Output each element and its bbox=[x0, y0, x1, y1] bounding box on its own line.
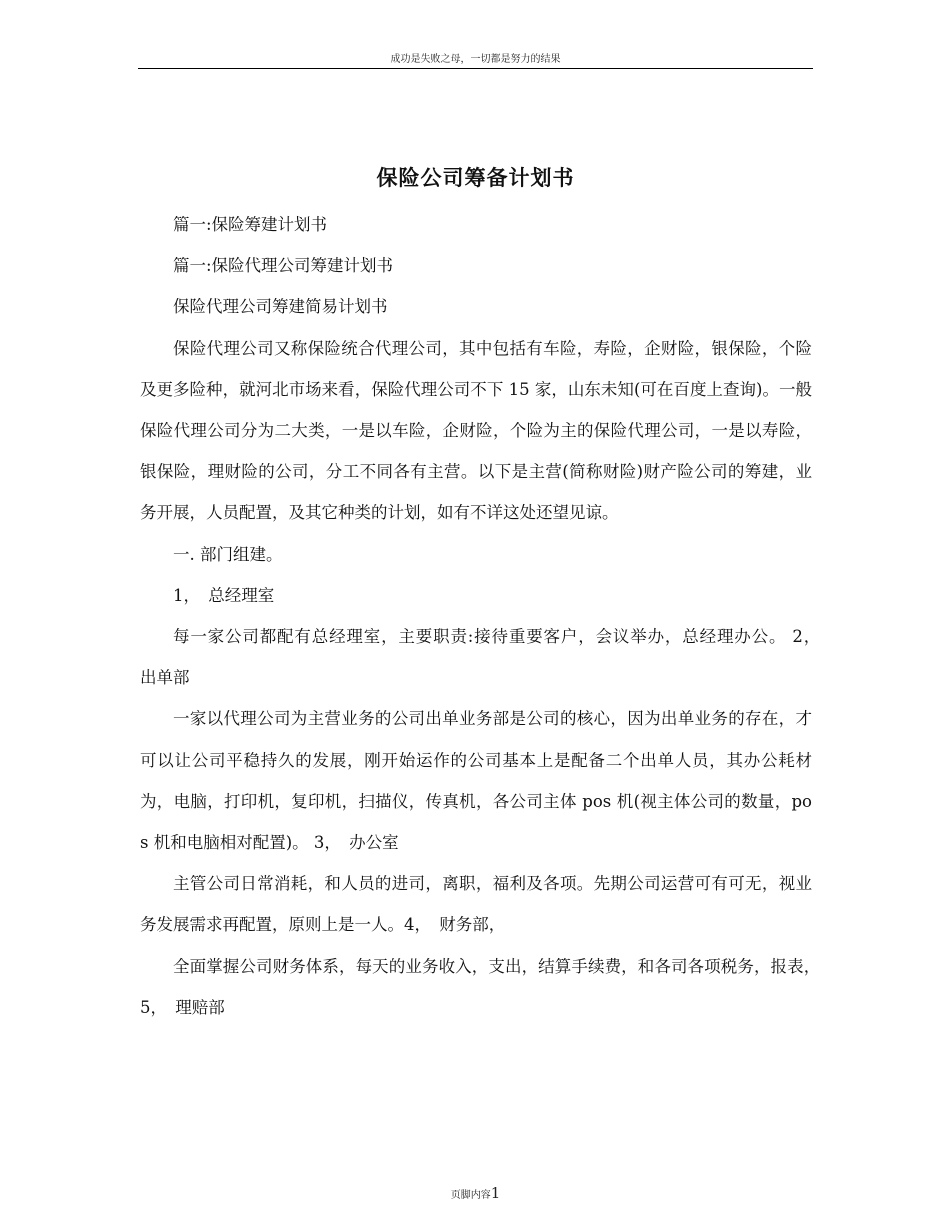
paragraph-subtitle: 保险代理公司筹建简易计划书 bbox=[173, 297, 388, 317]
paragraph-finance: 全面掌握公司财务体系，每天的业务收入，支出，结算手续费，和各司各项税务，报表， 5， 理赔部 bbox=[140, 956, 829, 1017]
footer-label: 页脚内容 bbox=[450, 1190, 491, 1201]
paragraph-section-heading-1: 篇一:保险筹建计划书 bbox=[173, 215, 328, 234]
page-footer bbox=[138, 1184, 813, 1202]
paragraph-office: 主管公司日常消耗，和人员的进司，离职，福利及各项。先期公司运营可有可无，视业务发展需求再配置，原则上是一人。4， 财务部， bbox=[140, 874, 812, 935]
paragraph-intro: 保险代理公司又称保险统合代理公司，其中包括有车险，寿险，企财险，银保险，个险及更多险种，就河北市场来看，保险代理公司不下 15 家，山东未知(可在百度上查询)。一般保险代理公司分为二大类，一是以车险，企财险，个险为主的保险代理公司，一是以寿险，银保险，理财险的公司，分工不同各有主营。以下是主营(简称财险)财产险公司的筹建，业务开展，人员配置，及其它种类的计划，如有不详这处还望见谅。 bbox=[140, 338, 812, 523]
paragraph-issuing-dept: 一家以代理公司为主营业务的公司出单业务部是公司的核心，因为出单业务的存在，才可以让公司平稳持久的发展，刚开始运作的公司基本上是配备二个出单人员，其办公耗材为，电脑，打印机，复印机，扫描仪，传真机，各公司主体 pos 机(视主体公司的数量，po s 机和电脑相对配置)。 3， 办公室 bbox=[140, 709, 812, 853]
paragraph-gm-duties: 每一家公司都配有总经理室，主要职责:接待重要客户，会议举办，总经理办公。 2， 出单部 bbox=[140, 627, 829, 688]
page-number: 1 bbox=[490, 1184, 501, 1202]
paragraph-section-heading-2: 篇一:保险代理公司筹建计划书 bbox=[173, 256, 394, 276]
header-divider bbox=[138, 68, 813, 69]
document-title: 保险公司筹备计划书 bbox=[376, 165, 575, 190]
paragraph-general-manager-office: 1， 总经理室 bbox=[173, 585, 275, 605]
page-header: 成功是失败之母，一切都是努力的结果 bbox=[390, 54, 561, 65]
paragraph-department-heading: 一. 部门组建。 bbox=[173, 544, 283, 564]
document-body bbox=[140, 204, 829, 1028]
